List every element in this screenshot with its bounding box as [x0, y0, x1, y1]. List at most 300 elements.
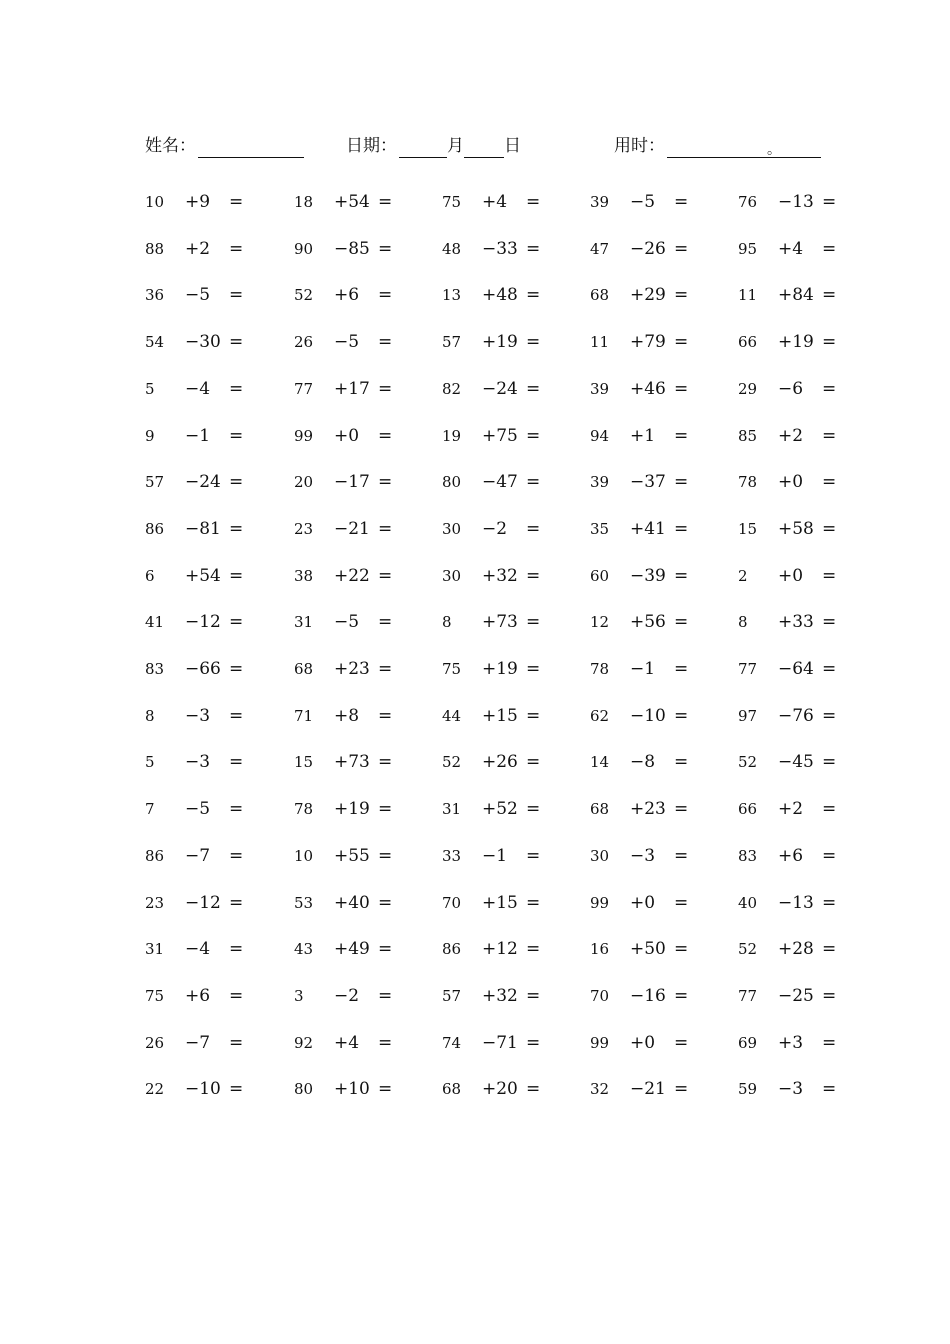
equals-sign: =	[229, 378, 244, 399]
equals-sign: =	[822, 705, 837, 726]
problem-operand: 77	[738, 660, 758, 678]
equals-sign: =	[526, 518, 541, 539]
equals-sign: =	[822, 518, 837, 539]
problem-operand: 75	[145, 986, 165, 1005]
equals-sign: =	[526, 939, 541, 960]
problem-operand: 70	[590, 986, 610, 1005]
problem-operand: 9	[145, 426, 155, 445]
equals-sign: =	[229, 565, 244, 586]
problem-operand: 99	[590, 893, 610, 912]
name-label: 姓名：	[145, 136, 196, 156]
problem-operand: 80	[442, 473, 462, 492]
problem-operation: +75	[482, 425, 518, 446]
problem-operation: −1	[185, 425, 211, 446]
problem-operation: −1	[482, 845, 508, 866]
problem-row	[0, 1074, 950, 1104]
problem-operation: +12	[482, 939, 518, 960]
problem-operand: 35	[590, 519, 610, 538]
problem-operation: −13	[778, 892, 814, 913]
equals-sign: =	[674, 845, 689, 866]
problem-row	[0, 888, 950, 918]
problem-operand: 69	[738, 1033, 758, 1052]
problem-operand: 32	[590, 1080, 610, 1099]
problem-operand: 77	[294, 379, 314, 398]
equals-sign: =	[674, 985, 689, 1006]
equals-sign: =	[674, 1032, 689, 1053]
problem-operand: 66	[738, 333, 758, 352]
problem-operation: −5	[185, 285, 211, 306]
equals-sign: =	[378, 192, 393, 212]
equals-sign: =	[674, 472, 689, 493]
problem-operand: 52	[442, 753, 462, 772]
problem-operation: −2	[334, 985, 360, 1006]
problem-operand: 23	[145, 893, 165, 912]
problem-operation: +2	[185, 238, 211, 259]
problem-operand: 6	[145, 566, 155, 585]
problem-row	[0, 794, 950, 824]
equals-sign: =	[674, 705, 689, 726]
equals-sign: =	[822, 799, 837, 820]
problem-operation: −12	[185, 612, 221, 633]
equals-sign: =	[822, 752, 837, 773]
equals-sign: =	[526, 845, 541, 866]
problem-operand: 90	[294, 239, 314, 258]
problem-operation: +17	[334, 378, 370, 399]
problem-operation: +19	[482, 332, 518, 353]
equals-sign: =	[822, 985, 837, 1006]
equals-sign: =	[526, 332, 541, 353]
equals-sign: =	[526, 985, 541, 1006]
problem-operation: +40	[334, 892, 370, 913]
problem-operation: +28	[778, 939, 814, 960]
equals-sign: =	[526, 285, 541, 306]
equals-sign: =	[674, 565, 689, 586]
problem-operation: +6	[334, 285, 360, 306]
equals-sign: =	[229, 518, 244, 539]
problem-operand: 8	[442, 613, 452, 632]
problem-operand: 76	[738, 193, 758, 211]
problem-operand: 39	[590, 193, 610, 211]
equals-sign: =	[378, 565, 393, 586]
problem-operand: 54	[145, 333, 165, 352]
problem-operation: +19	[778, 332, 814, 353]
problem-operand: 36	[145, 286, 165, 305]
problem-operation: +8	[334, 705, 360, 726]
problem-row	[0, 981, 950, 1011]
problem-row	[0, 327, 950, 357]
name-blank[interactable]	[198, 137, 304, 158]
problem-operation: −1	[630, 659, 656, 679]
problem-operation: −47	[482, 472, 518, 493]
equals-sign: =	[229, 705, 244, 726]
equals-sign: =	[229, 799, 244, 820]
equals-sign: =	[674, 939, 689, 960]
problem-operand: 31	[294, 613, 314, 632]
problem-operand: 60	[590, 566, 610, 585]
day-blank[interactable]	[464, 137, 504, 158]
equals-sign: =	[674, 518, 689, 539]
equals-sign: =	[674, 238, 689, 259]
equals-sign: =	[822, 472, 837, 493]
problem-operand: 57	[442, 333, 462, 352]
date-field	[346, 134, 521, 158]
month-label: 月	[447, 136, 464, 156]
problem-operation: +23	[334, 659, 370, 679]
problem-operand: 39	[590, 379, 610, 398]
problem-operand: 29	[738, 379, 758, 398]
equals-sign: =	[229, 192, 244, 212]
problem-operation: +0	[778, 565, 804, 586]
problem-operand: 77	[738, 986, 758, 1005]
problem-operand: 78	[590, 660, 610, 678]
name-field	[145, 134, 304, 158]
problem-operand: 22	[145, 1080, 165, 1099]
equals-sign: =	[229, 425, 244, 446]
problem-operand: 68	[442, 1080, 462, 1099]
problem-operation: +4	[778, 238, 804, 259]
problem-operation: −5	[185, 799, 211, 820]
equals-sign: =	[526, 1079, 541, 1100]
equals-sign: =	[378, 612, 393, 633]
problem-operand: 71	[294, 706, 314, 725]
problem-row	[0, 841, 950, 871]
problem-operation: −16	[630, 985, 666, 1006]
equals-sign: =	[822, 845, 837, 866]
equals-sign: =	[822, 378, 837, 399]
equals-sign: =	[229, 472, 244, 493]
problem-operand: 11	[738, 286, 758, 305]
problem-operand: 14	[590, 753, 610, 772]
time-blank[interactable]	[667, 137, 821, 158]
problem-operand: 59	[738, 1080, 758, 1099]
problem-row	[0, 467, 950, 497]
problem-operation: +19	[334, 799, 370, 820]
month-blank[interactable]	[399, 137, 447, 158]
problem-operation: −71	[482, 1032, 518, 1053]
problem-operation: +26	[482, 752, 518, 773]
problem-operand: 12	[590, 613, 610, 632]
problem-operand: 86	[145, 846, 165, 865]
problem-operation: −66	[185, 659, 221, 679]
problem-operand: 85	[738, 426, 758, 445]
equals-sign: =	[526, 565, 541, 586]
equals-sign: =	[378, 285, 393, 306]
equals-sign: =	[526, 238, 541, 259]
equals-sign: =	[378, 892, 393, 913]
equals-sign: =	[526, 612, 541, 633]
problem-operation: −81	[185, 518, 221, 539]
equals-sign: =	[674, 378, 689, 399]
problem-operand: 44	[442, 706, 462, 725]
problem-operation: +56	[630, 612, 666, 633]
problem-operation: −21	[334, 518, 370, 539]
equals-sign: =	[229, 612, 244, 633]
problem-operation: +0	[334, 425, 360, 446]
problem-operand: 48	[442, 239, 462, 258]
problem-operand: 68	[590, 286, 610, 305]
equals-sign: =	[378, 238, 393, 259]
problem-operation: −21	[630, 1079, 666, 1100]
time-mark: 。	[767, 142, 781, 158]
problem-operand: 86	[442, 940, 462, 959]
problem-operand: 5	[145, 753, 155, 772]
problem-operand: 38	[294, 566, 314, 585]
equals-sign: =	[378, 1032, 393, 1053]
problem-operation: +73	[334, 752, 370, 773]
problem-operation: −5	[334, 612, 360, 633]
problem-operation: +46	[630, 378, 666, 399]
problem-operand: 33	[442, 846, 462, 865]
problem-operand: 68	[590, 800, 610, 819]
equals-sign: =	[378, 472, 393, 493]
problem-operand: 75	[442, 193, 462, 211]
equals-sign: =	[674, 752, 689, 773]
equals-sign: =	[822, 1032, 837, 1053]
equals-sign: =	[822, 285, 837, 306]
equals-sign: =	[378, 845, 393, 866]
equals-sign: =	[229, 752, 244, 773]
problem-operand: 2	[738, 566, 748, 585]
problem-operation: +49	[334, 939, 370, 960]
problem-operation: +19	[482, 659, 518, 679]
problem-row	[0, 374, 950, 404]
problem-operand: 31	[145, 940, 165, 959]
problem-row	[0, 561, 950, 591]
problem-operation: +15	[482, 892, 518, 913]
problem-operation: −4	[185, 378, 211, 399]
problem-operand: 99	[590, 1033, 610, 1052]
equals-sign: =	[229, 845, 244, 866]
equals-sign: =	[822, 892, 837, 913]
problem-operation: +32	[482, 985, 518, 1006]
equals-sign: =	[526, 192, 541, 212]
problem-operation: −64	[778, 659, 814, 679]
problem-operand: 86	[145, 519, 165, 538]
problem-row	[0, 701, 950, 731]
problem-operation: −10	[185, 1079, 221, 1100]
problem-operand: 40	[738, 893, 758, 912]
problem-operation: −39	[630, 565, 666, 586]
date-label: 日期：	[346, 136, 397, 156]
problem-operation: +41	[630, 518, 666, 539]
equals-sign: =	[378, 1079, 393, 1100]
equals-sign: =	[229, 332, 244, 353]
problem-operation: −7	[185, 1032, 211, 1053]
problem-operand: 95	[738, 239, 758, 258]
problem-operand: 15	[738, 519, 758, 538]
equals-sign: =	[674, 285, 689, 306]
problem-operation: −13	[778, 192, 814, 212]
equals-sign: =	[822, 192, 837, 212]
equals-sign: =	[526, 752, 541, 773]
problem-operation: −37	[630, 472, 666, 493]
problem-operand: 15	[294, 753, 314, 772]
equals-sign: =	[378, 939, 393, 960]
problem-operation: +84	[778, 285, 814, 306]
problem-row	[0, 607, 950, 637]
problem-operation: −8	[630, 752, 656, 773]
problem-operation: +6	[185, 985, 211, 1006]
equals-sign: =	[822, 1079, 837, 1100]
equals-sign: =	[822, 425, 837, 446]
problem-operation: −17	[334, 472, 370, 493]
equals-sign: =	[526, 425, 541, 446]
problem-operation: +29	[630, 285, 666, 306]
problem-row	[0, 934, 950, 964]
problem-operation: −76	[778, 705, 814, 726]
problem-operand: 26	[294, 333, 314, 352]
problem-operand: 92	[294, 1033, 314, 1052]
problem-operand: 30	[590, 846, 610, 865]
equals-sign: =	[822, 238, 837, 259]
problem-operation: −85	[334, 238, 370, 259]
equals-sign: =	[822, 939, 837, 960]
problem-operation: +22	[334, 565, 370, 586]
problem-row	[0, 654, 950, 684]
problem-operation: +6	[778, 845, 804, 866]
problem-operation: +54	[185, 565, 221, 586]
problem-operation: −3	[778, 1079, 804, 1100]
problem-operation: +0	[778, 472, 804, 493]
equals-sign: =	[229, 1032, 244, 1053]
equals-sign: =	[378, 752, 393, 773]
problem-operation: +73	[482, 612, 518, 633]
problem-operand: 52	[738, 753, 758, 772]
equals-sign: =	[674, 1079, 689, 1100]
problem-operand: 74	[442, 1033, 462, 1052]
problem-operation: −3	[630, 845, 656, 866]
equals-sign: =	[674, 332, 689, 353]
problem-operand: 78	[294, 800, 314, 819]
equals-sign: =	[378, 332, 393, 353]
problem-operation: +9	[185, 192, 211, 212]
problem-operation: −10	[630, 705, 666, 726]
day-label: 日	[504, 136, 521, 156]
problem-operation: +1	[630, 425, 656, 446]
equals-sign: =	[822, 565, 837, 586]
problem-row	[0, 234, 950, 264]
problem-operand: 80	[294, 1080, 314, 1099]
problem-operand: 53	[294, 893, 314, 912]
equals-sign: =	[229, 1079, 244, 1100]
equals-sign: =	[674, 612, 689, 633]
problem-row	[0, 421, 950, 451]
problem-operation: +2	[778, 425, 804, 446]
problem-operation: +2	[778, 799, 804, 820]
equals-sign: =	[378, 425, 393, 446]
equals-sign: =	[526, 378, 541, 399]
problem-operation: +58	[778, 518, 814, 539]
equals-sign: =	[822, 332, 837, 353]
equals-sign: =	[526, 705, 541, 726]
problem-operation: −30	[185, 332, 221, 353]
problem-operation: −3	[185, 752, 211, 773]
equals-sign: =	[526, 892, 541, 913]
equals-sign: =	[674, 799, 689, 820]
problem-operation: −25	[778, 985, 814, 1006]
problem-operand: 5	[145, 379, 155, 398]
problem-operation: +23	[630, 799, 666, 820]
problem-row	[0, 187, 950, 217]
problem-operation: +48	[482, 285, 518, 306]
problem-operation: +4	[482, 192, 508, 212]
problem-operand: 62	[590, 706, 610, 725]
problem-operation: −33	[482, 238, 518, 259]
problem-row	[0, 747, 950, 777]
problem-operand: 94	[590, 426, 610, 445]
problem-operation: −5	[334, 332, 360, 353]
equals-sign: =	[526, 472, 541, 493]
problem-operand: 43	[294, 940, 314, 959]
problem-operation: −4	[185, 939, 211, 960]
equals-sign: =	[822, 659, 837, 679]
problem-operand: 20	[294, 473, 314, 492]
equals-sign: =	[674, 425, 689, 446]
problem-operation: +54	[334, 192, 370, 212]
equals-sign: =	[378, 705, 393, 726]
problem-operand: 70	[442, 893, 462, 912]
equals-sign: =	[229, 892, 244, 913]
problem-operand: 19	[442, 426, 462, 445]
problem-operand: 30	[442, 519, 462, 538]
problem-operand: 13	[442, 286, 462, 305]
problem-operation: −26	[630, 238, 666, 259]
problem-operation: +55	[334, 845, 370, 866]
problem-operation: −3	[185, 705, 211, 726]
equals-sign: =	[674, 192, 689, 212]
problem-operand: 88	[145, 239, 165, 258]
problem-operand: 10	[294, 846, 314, 865]
problem-operation: +79	[630, 332, 666, 353]
problem-operand: 99	[294, 426, 314, 445]
problem-operation: +10	[334, 1079, 370, 1100]
problem-operand: 39	[590, 473, 610, 492]
problem-operand: 8	[145, 706, 155, 725]
equals-sign: =	[526, 1032, 541, 1053]
problem-operation: +20	[482, 1079, 518, 1100]
problem-row	[0, 514, 950, 544]
problem-operation: −12	[185, 892, 221, 913]
problem-operation: −24	[482, 378, 518, 399]
problem-operation: +0	[630, 1032, 656, 1053]
time-field	[614, 134, 821, 158]
equals-sign: =	[229, 659, 244, 679]
problem-operation: +3	[778, 1032, 804, 1053]
problem-operand: 8	[738, 613, 748, 632]
time-label: 用时：	[614, 136, 665, 156]
problem-operand: 68	[294, 660, 314, 678]
problem-operation: −2	[482, 518, 508, 539]
equals-sign: =	[229, 939, 244, 960]
problem-operation: +4	[334, 1032, 360, 1053]
problem-operand: 57	[145, 473, 165, 492]
problem-operand: 57	[442, 986, 462, 1005]
problem-operand: 97	[738, 706, 758, 725]
problem-operand: 47	[590, 239, 610, 258]
problem-operand: 83	[738, 846, 758, 865]
equals-sign: =	[229, 985, 244, 1006]
problem-operand: 41	[145, 613, 165, 632]
equals-sign: =	[378, 659, 393, 679]
problem-operand: 7	[145, 800, 155, 819]
equals-sign: =	[526, 659, 541, 679]
problem-operand: 23	[294, 519, 314, 538]
problem-operand: 75	[442, 660, 462, 678]
problem-operand: 52	[738, 940, 758, 959]
equals-sign: =	[229, 238, 244, 259]
problem-operand: 82	[442, 379, 462, 398]
problem-operand: 66	[738, 800, 758, 819]
